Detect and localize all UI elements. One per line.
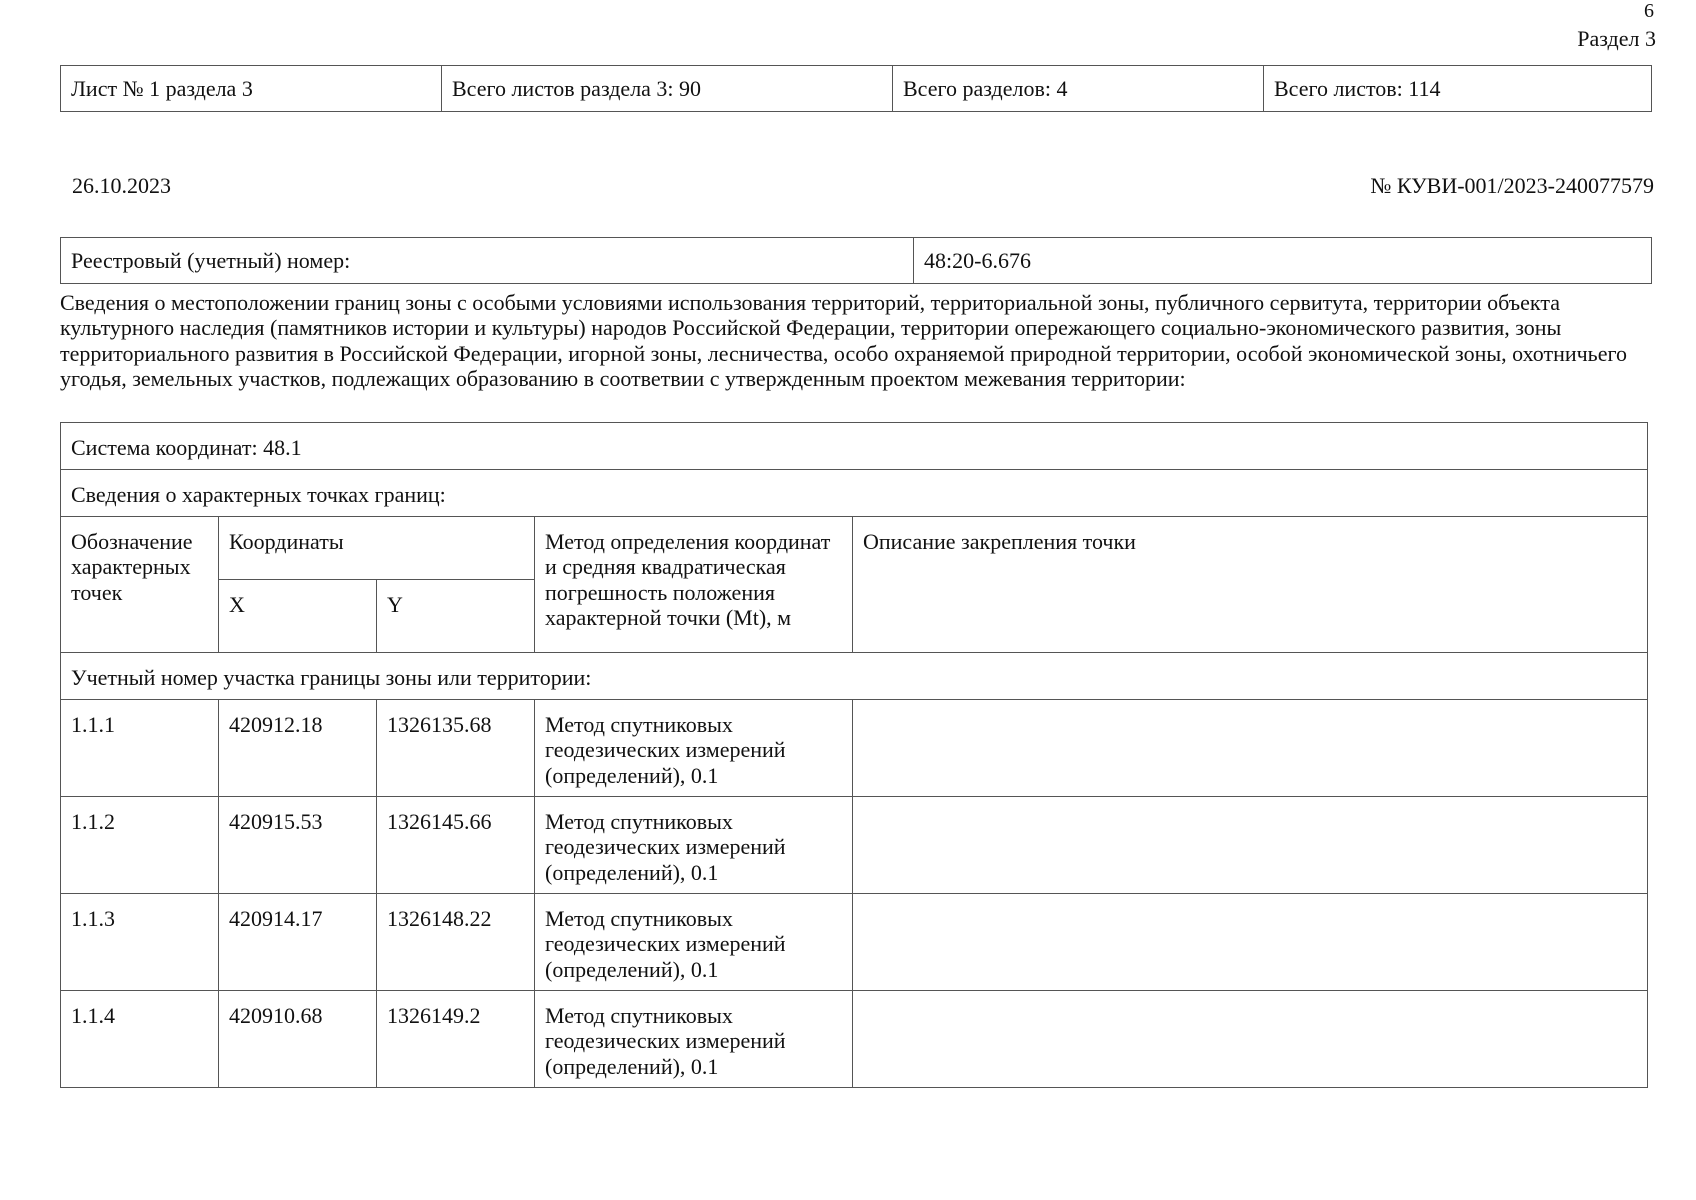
coord-y: 1326135.68 xyxy=(377,700,535,797)
location-description: Сведения о местоположении границ зоны с особыми условиями использования территорий, территориальной зоны, публичного сервитута, территории объекта культурного наследия (памятников истории и культуры) народов Российской Федерации, территории опережающего социально-экономического развития, зоны территориального развития в Российской Федерации, игорной зоны, лесничества, особо охраняемой природной территории, особой экономической зоны, охотничьего угодья, земельных участков, подлежащих образованию в соответвии с утвержденным проектом межевания территории: xyxy=(60,290,1627,391)
col-method-header: Метод определения координат и средняя квадратическая погрешность положения характерной точки (Mt), м xyxy=(535,517,853,653)
sheet-number: Лист № 1 раздела 3 xyxy=(61,66,442,112)
total-sections: Всего разделов: 4 xyxy=(893,66,1264,112)
registry-value: 48:20-6.676 xyxy=(914,238,1652,284)
point-id: 1.1.3 xyxy=(61,894,219,991)
parcel-number-label: Учетный номер участка границы зоны или территории: xyxy=(61,653,1648,700)
method: Метод спутниковых геодезических измерений (определений), 0.1 xyxy=(535,700,853,797)
table-row xyxy=(61,894,1648,991)
total-sheets: Всего листов: 114 xyxy=(1264,66,1652,112)
coord-y: 1326145.66 xyxy=(377,797,535,894)
col-coords-header: Координаты xyxy=(219,517,535,580)
method: Метод спутниковых геодезических измерений (определений), 0.1 xyxy=(535,797,853,894)
points-title: Сведения о характерных точках границ: xyxy=(61,470,1648,517)
table-row xyxy=(61,797,1648,894)
col-point-header: Обозначение характерных точек xyxy=(61,517,219,653)
coord-x: 420915.53 xyxy=(219,797,377,894)
point-id: 1.1.2 xyxy=(61,797,219,894)
fixation-desc xyxy=(853,991,1648,1088)
document-date: 26.10.2023 xyxy=(72,173,171,198)
table-row xyxy=(61,991,1648,1088)
method: Метод спутниковых геодезических измерений (определений), 0.1 xyxy=(535,991,853,1088)
point-id: 1.1.1 xyxy=(61,700,219,797)
fixation-desc xyxy=(853,700,1648,797)
coord-y: 1326148.22 xyxy=(377,894,535,991)
total-section-sheets: Всего листов раздела 3: 90 xyxy=(442,66,893,112)
section-label: Раздел 3 xyxy=(1577,26,1656,51)
col-x-header: X xyxy=(219,580,377,653)
boundary-points-table xyxy=(60,422,1648,1088)
registry-label: Реестровый (учетный) номер: xyxy=(61,238,914,284)
sheet-info-table xyxy=(60,65,1652,112)
coordinate-system: Система координат: 48.1 xyxy=(61,423,1648,470)
page-number: 6 xyxy=(1644,0,1654,22)
point-id: 1.1.4 xyxy=(61,991,219,1088)
col-y-header: Y xyxy=(377,580,535,653)
coord-y: 1326149.2 xyxy=(377,991,535,1088)
fixation-desc xyxy=(853,797,1648,894)
coord-x: 420914.17 xyxy=(219,894,377,991)
document-number: № КУВИ-001/2023-240077579 xyxy=(1370,173,1654,198)
registry-table xyxy=(60,237,1652,284)
method: Метод спутниковых геодезических измерений (определений), 0.1 xyxy=(535,894,853,991)
coord-x: 420912.18 xyxy=(219,700,377,797)
table-row xyxy=(61,700,1648,797)
fixation-desc xyxy=(853,894,1648,991)
col-desc-header: Описание закрепления точки xyxy=(853,517,1648,653)
coord-x: 420910.68 xyxy=(219,991,377,1088)
